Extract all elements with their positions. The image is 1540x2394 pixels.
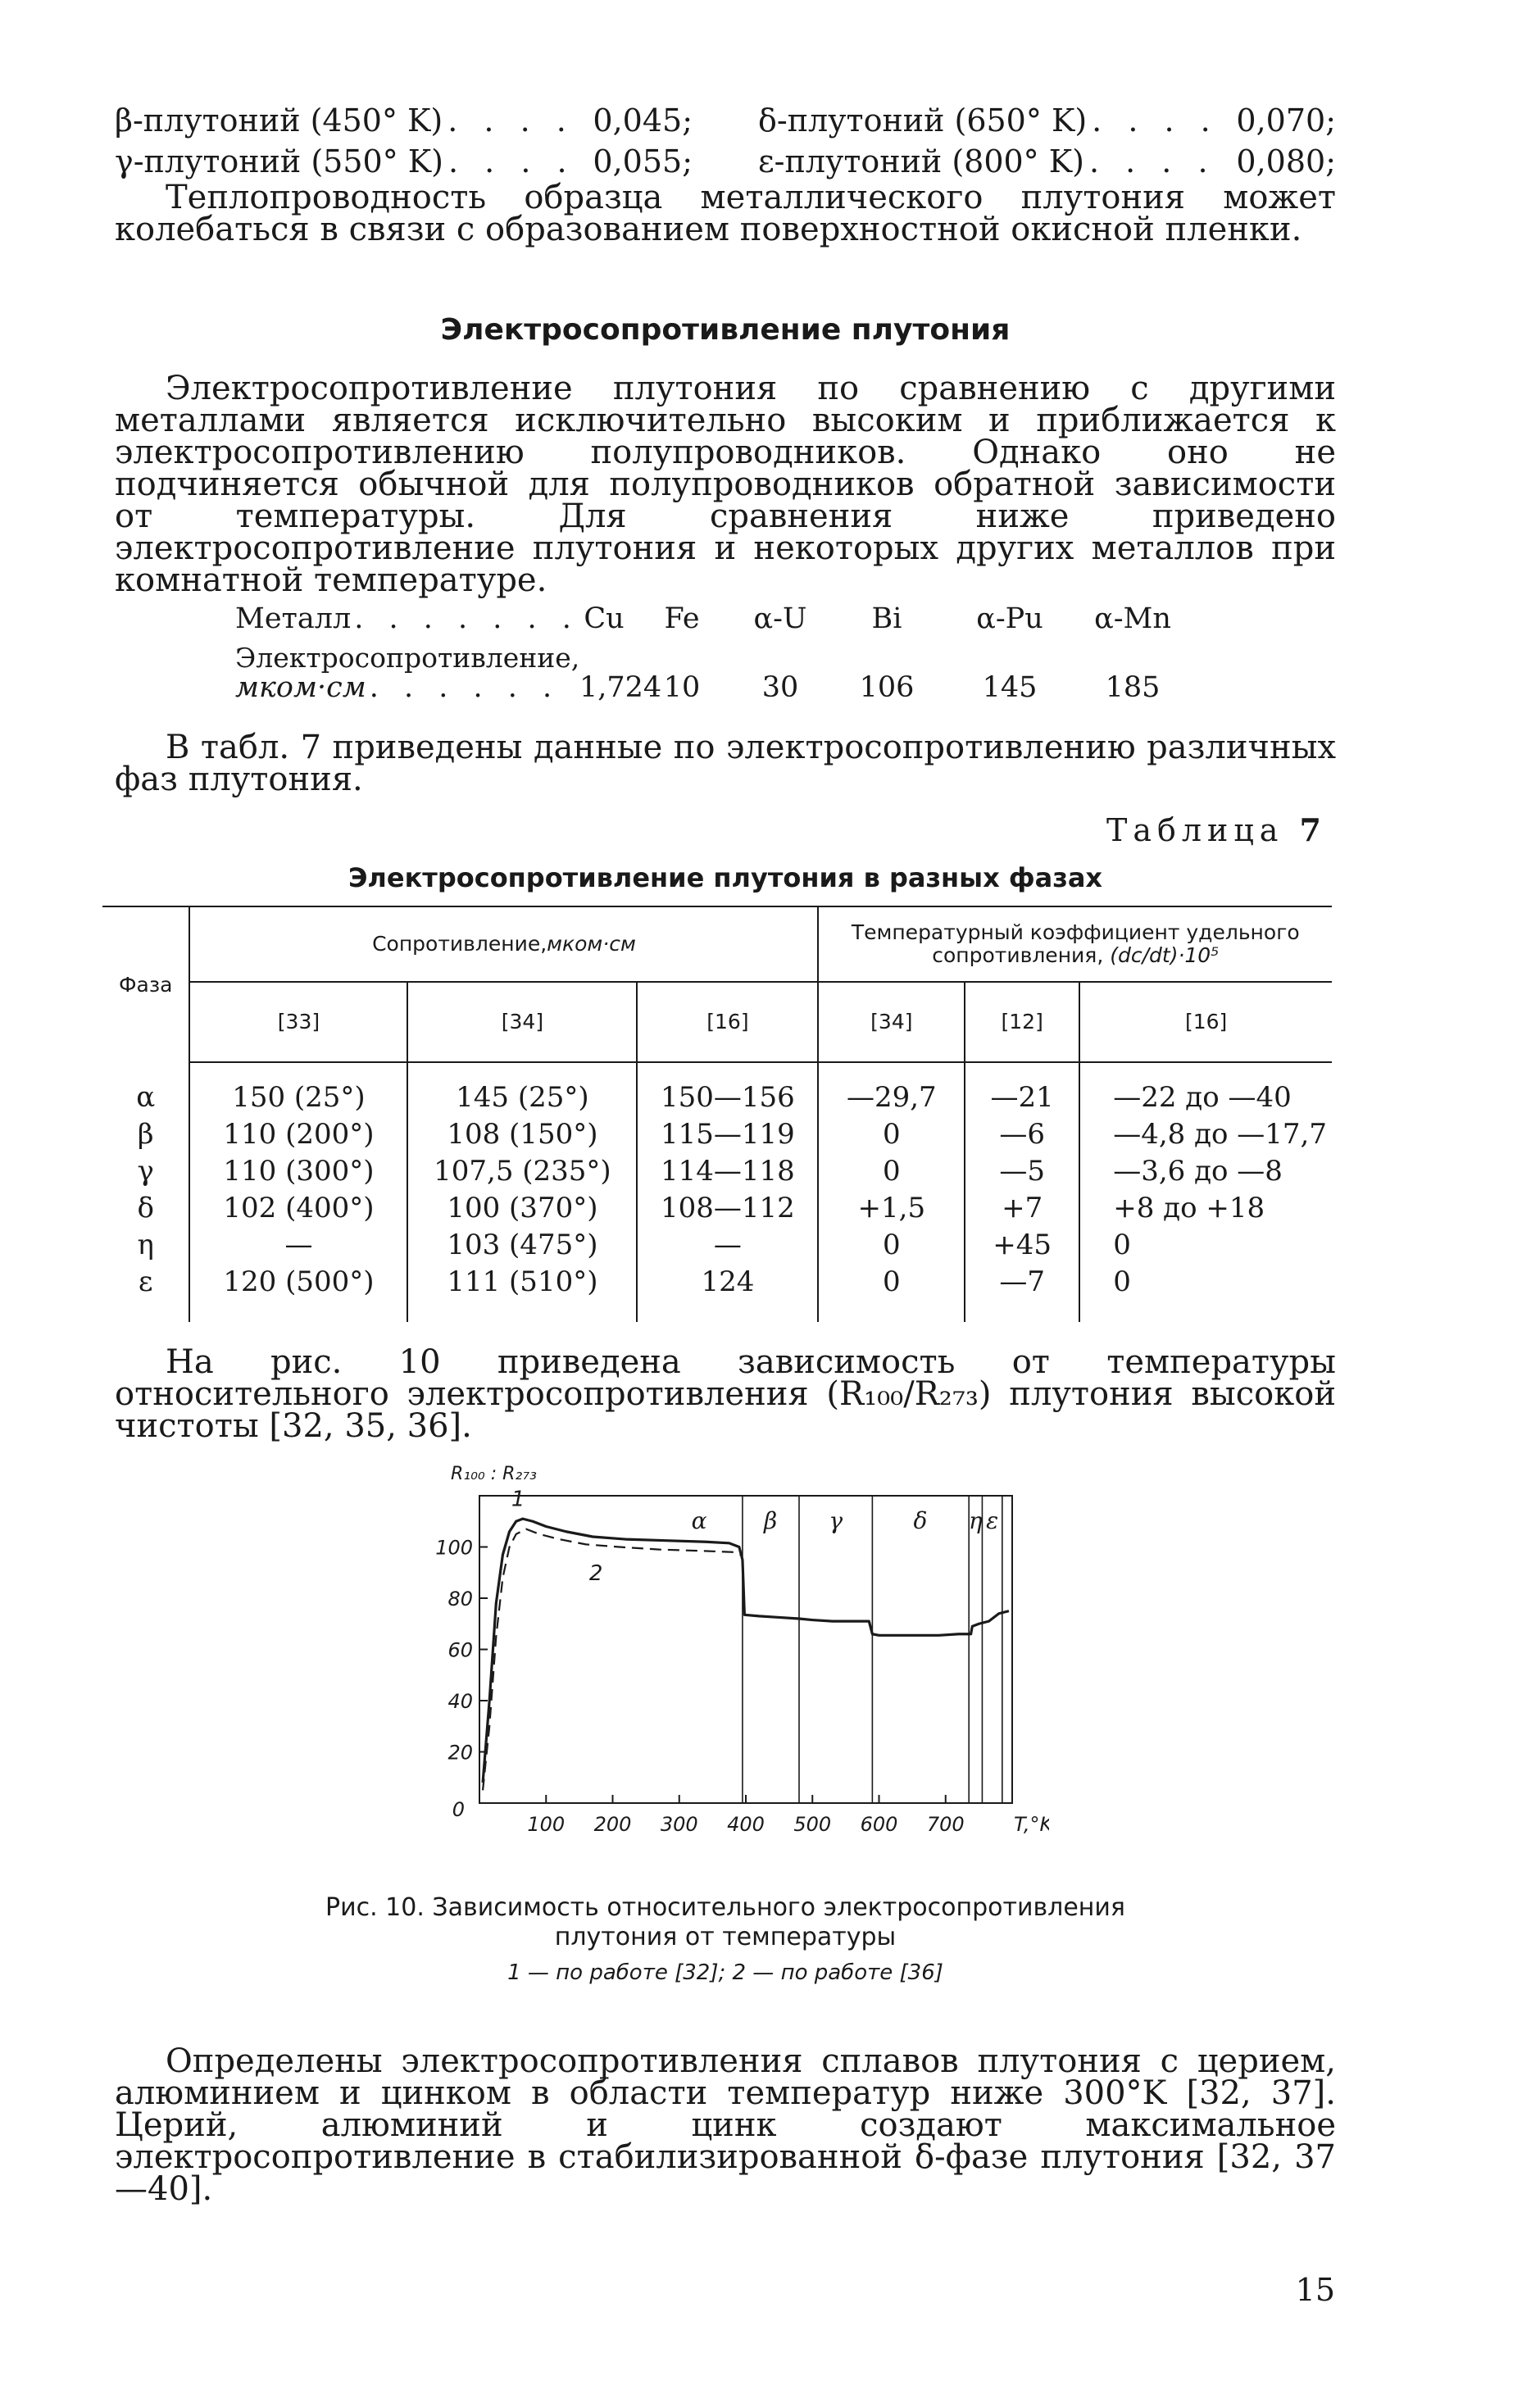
table-cell: 120 (500°) bbox=[189, 1264, 407, 1322]
y-tick-label: 80 bbox=[447, 1588, 473, 1610]
chart-svg bbox=[426, 1451, 1049, 1860]
series-line-2 bbox=[483, 1529, 740, 1791]
conductivity-value: 0,055; bbox=[593, 143, 693, 179]
phase-cell: η bbox=[137, 1229, 154, 1261]
resistivity-label: Электросопротивление, bbox=[235, 642, 580, 674]
table-cell: 150 (25°) bbox=[189, 1062, 407, 1116]
table-cell: 145 (25°) bbox=[407, 1062, 637, 1116]
header-ref: [12] bbox=[965, 982, 1079, 1062]
header-phase: Фаза bbox=[102, 906, 189, 1062]
table-cell: +1,5 bbox=[818, 1190, 965, 1227]
phase-cell: γ bbox=[137, 1155, 154, 1188]
table-cell: 108 (150°) bbox=[407, 1116, 637, 1153]
y-axis-label: R₁₀₀ : R₂₇₃ bbox=[451, 1464, 537, 1484]
page-number: 15 bbox=[1295, 2272, 1335, 2308]
y-tick-label: 100 bbox=[435, 1536, 473, 1560]
table-number: 7 bbox=[1299, 811, 1321, 848]
table-cell: 107,5 (235°) bbox=[407, 1153, 637, 1190]
x-tick-label: 200 bbox=[593, 1813, 632, 1836]
curve-label: 1 bbox=[511, 1487, 525, 1512]
paragraph-figure-reference: На рис. 10 приведена зависимость от температуры относительного электросопротивления (R₁₀₀/R₂₇₃) плутония высокой чистоты [32, 35, 36]. bbox=[115, 1343, 1336, 1445]
table-cell: 0 bbox=[818, 1116, 965, 1153]
header-resistance: Сопротивление,мком·см bbox=[189, 906, 818, 982]
table-cell: +8 до +18 bbox=[1079, 1190, 1332, 1227]
conductivity-value: 0,045; bbox=[593, 102, 693, 139]
table-cell: 108—112 bbox=[637, 1190, 818, 1227]
x-tick-label: 500 bbox=[793, 1813, 832, 1836]
caption-line: плутония от температуры bbox=[554, 1923, 897, 1951]
header-ref: [16] bbox=[637, 982, 818, 1062]
section-heading: Электросопротивление плутония bbox=[440, 313, 1011, 347]
resistivity-value: 30 bbox=[761, 671, 799, 704]
table-cell: —22 до —40 bbox=[1079, 1062, 1332, 1116]
conductivity-item bbox=[758, 143, 1336, 179]
metal-name: Cu bbox=[584, 602, 625, 635]
x-axis-label: T,°K bbox=[1014, 1813, 1049, 1836]
table-cell: 110 (200°) bbox=[189, 1116, 407, 1153]
metal-name: α-Pu bbox=[976, 602, 1043, 635]
table-cell: 115—119 bbox=[637, 1116, 818, 1153]
table-cell: —3,6 до —8 bbox=[1079, 1153, 1332, 1190]
x-tick-label: 600 bbox=[860, 1813, 898, 1836]
table-cell: —6 bbox=[965, 1116, 1079, 1153]
conductivity-value: 0,070; bbox=[1236, 102, 1336, 139]
x-tick-label: 100 bbox=[527, 1813, 566, 1836]
table-row bbox=[102, 1227, 1332, 1264]
curve-label: 2 bbox=[588, 1561, 603, 1587]
metal-name: α-U bbox=[753, 602, 807, 635]
paragraph-alloys: Определены электросопротивления сплавов плутония с церием, алюминием и цинком в области температур ниже 300°K [32, 37]. Церий, алюминий и цинк создают максимальное электросопротивление в стабилизированной δ-фазе плутония [32, 37—40]. bbox=[115, 2042, 1336, 2208]
phase-label: δ bbox=[913, 1507, 928, 1534]
phase-label: ε bbox=[986, 1507, 999, 1534]
paragraph-table-reference: В табл. 7 приведены данные по электросопротивлению различных фаз плутония. bbox=[115, 729, 1336, 798]
table-row bbox=[102, 1062, 1332, 1116]
table-cell: 0 bbox=[818, 1227, 965, 1264]
x-tick-label: 700 bbox=[926, 1813, 965, 1836]
table-cell: 0 bbox=[818, 1153, 965, 1190]
phase-cell: δ bbox=[137, 1192, 154, 1224]
conductivity-value: 0,080; bbox=[1236, 143, 1336, 179]
conductivity-list bbox=[115, 102, 1336, 184]
table-cell: 0 bbox=[818, 1264, 965, 1322]
paragraph-resistivity-intro: Электросопротивление плутония по сравнению с другими металлами является исключительно высоким и приближается к электросопротивлению полупроводников. Однако оно не подчиняется обычной для полупроводников обратной зависимости от температуры. Для сравнения ниже приведено электросопротивление плутония и некоторых других металлов при комнатной температуре. bbox=[115, 370, 1336, 599]
table-cell: 114—118 bbox=[637, 1153, 818, 1190]
table-row bbox=[102, 1153, 1332, 1190]
x-tick-label: 300 bbox=[660, 1813, 698, 1836]
phase-cell: β bbox=[137, 1118, 154, 1151]
table-cell: —5 bbox=[965, 1153, 1079, 1190]
resistivity-value: 185 bbox=[1105, 671, 1161, 704]
resistivity-value: 10 bbox=[663, 671, 701, 704]
table-cell: 102 (400°) bbox=[189, 1190, 407, 1227]
conductivity-label: γ-плутоний (550° K) bbox=[115, 143, 443, 179]
table-row bbox=[102, 1264, 1332, 1322]
resistivity-table bbox=[102, 906, 1332, 1322]
table-cell: —4,8 до —17,7 bbox=[1079, 1116, 1332, 1153]
metal-comparison-table bbox=[235, 602, 1194, 711]
phase-label: η bbox=[968, 1507, 983, 1534]
table-cell: —29,7 bbox=[818, 1062, 965, 1116]
metal-name: α-Mn bbox=[1094, 602, 1171, 635]
resistivity-chart bbox=[426, 1451, 1049, 1860]
table-cell: 0 bbox=[1079, 1227, 1332, 1264]
table-cell: 103 (475°) bbox=[407, 1227, 637, 1264]
resistivity-value: 106 bbox=[859, 671, 915, 704]
paragraph-conductivity-note: Теплопроводность образца металлического плутония может колебаться в связи с образованием поверхностной окисной пленки. bbox=[115, 179, 1336, 248]
table-title: Электросопротивление плутония в разных фазах bbox=[348, 862, 1103, 893]
phase-label: γ bbox=[829, 1507, 843, 1534]
conductivity-item bbox=[758, 102, 1336, 139]
unit-label: мком·см bbox=[235, 671, 366, 704]
conductivity-label: δ-плутоний (650° K) bbox=[758, 102, 1088, 139]
y-tick-label: 60 bbox=[447, 1638, 473, 1662]
phase-label: β bbox=[763, 1507, 778, 1534]
metal-name: Fe bbox=[664, 602, 700, 635]
series-line-1 bbox=[483, 1519, 1009, 1783]
table-cell: —7 bbox=[965, 1264, 1079, 1322]
table-cell: 100 (370°) bbox=[407, 1190, 637, 1227]
conductivity-label: ε-плутоний (800° K) bbox=[758, 143, 1084, 179]
table-cell: +7 bbox=[965, 1190, 1079, 1227]
header-ref: [16] bbox=[1079, 982, 1332, 1062]
conductivity-label: β-плутоний (450° K) bbox=[115, 102, 443, 139]
header-ref: [34] bbox=[407, 982, 637, 1062]
table-cell: +45 bbox=[965, 1227, 1079, 1264]
table-cell: 111 (510°) bbox=[407, 1264, 637, 1322]
resistivity-value: 1,724 bbox=[579, 671, 662, 704]
table-cell: —21 bbox=[965, 1062, 1079, 1116]
x-tick-label: 400 bbox=[727, 1813, 765, 1836]
conductivity-item bbox=[115, 143, 693, 179]
y-tick-label: 40 bbox=[447, 1690, 473, 1713]
header-ref: [33] bbox=[189, 982, 407, 1062]
table-cell: 124 bbox=[637, 1264, 818, 1322]
table-cell: 150—156 bbox=[637, 1062, 818, 1116]
resistivity-value: 145 bbox=[982, 671, 1038, 704]
origin-label: 0 bbox=[452, 1798, 465, 1821]
table-label: Таблица 7 bbox=[1106, 811, 1321, 848]
header-temp-coefficient: Температурный коэффициент удельного сопротивления, (dc/dt)·10⁵ bbox=[818, 906, 1332, 982]
conductivity-item bbox=[115, 102, 693, 139]
figure-caption bbox=[115, 1893, 1336, 1952]
phase-cell: α bbox=[136, 1080, 156, 1114]
header-ref: [34] bbox=[818, 982, 965, 1062]
table-cell: 110 (300°) bbox=[189, 1153, 407, 1190]
y-tick-label: 20 bbox=[447, 1741, 473, 1765]
metal-name: Bi bbox=[871, 602, 902, 635]
phase-label: α bbox=[691, 1507, 707, 1534]
table-row bbox=[102, 1116, 1332, 1153]
table-row bbox=[102, 1190, 1332, 1227]
metal-label: Металл bbox=[235, 602, 352, 635]
table-cell: — bbox=[637, 1227, 818, 1264]
plot-frame bbox=[479, 1496, 1012, 1803]
figure-caption-sub: 1 — по работе [32]; 2 — по работе [36] bbox=[507, 1960, 943, 1985]
table-cell: — bbox=[189, 1227, 407, 1264]
phase-cell: ε bbox=[138, 1265, 153, 1298]
caption-line: Рис. 10. Зависимость относительного электросопротивления bbox=[325, 1893, 1125, 1922]
table-cell: 0 bbox=[1079, 1264, 1332, 1322]
